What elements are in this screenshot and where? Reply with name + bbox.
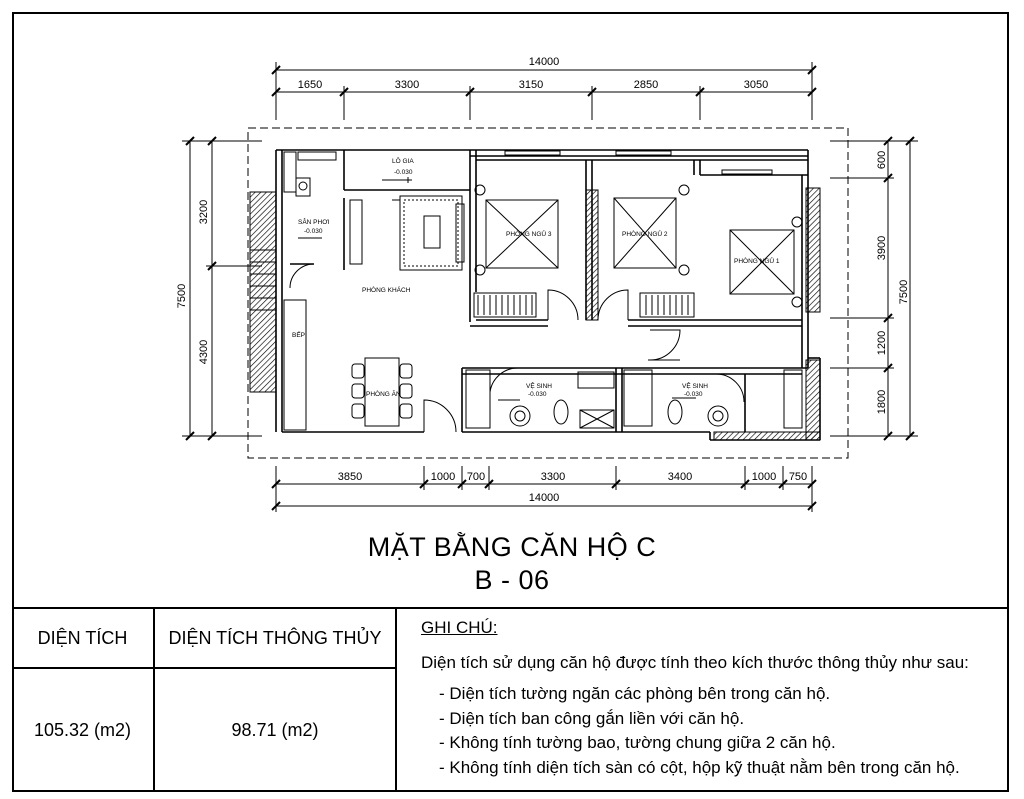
- area-table: [12, 607, 1009, 792]
- room-logia-level: -0.030: [394, 169, 413, 176]
- room-wc1-level: -0.030: [528, 391, 547, 398]
- living-furniture: [350, 196, 464, 270]
- notes-intro: Diện tích sử dụng căn hộ được tính theo kích thước thông thủy như sau:: [421, 653, 969, 672]
- dim-right-3: 1200: [876, 330, 888, 356]
- dim-right-2: 3900: [876, 235, 888, 261]
- dim-left-2: 4300: [198, 339, 210, 365]
- room-bed3-label: PHÒNG NGỦ 3: [506, 231, 552, 238]
- dim-left-1: 3200: [198, 199, 210, 225]
- windows: [298, 151, 772, 174]
- room-kitchen-label: BẾP: [292, 332, 306, 339]
- room-wc1-label: VỆ SINH: [526, 383, 553, 390]
- room-drying-level: -0.030: [304, 228, 323, 235]
- room-wc2-level: -0.030: [684, 391, 703, 398]
- note-item-2: - Diện tích ban công gắn liền với căn hộ.: [439, 709, 745, 728]
- note-item-4: - Không tính diện tích sàn có cột, hộp kỹ thuật nằm bên trong căn hộ.: [439, 758, 960, 777]
- dim-top-5: 3050: [743, 79, 769, 91]
- area-value: 105.32 (m2): [33, 720, 132, 740]
- dim-bottom-1: 3850: [337, 471, 363, 483]
- bed-2: [614, 185, 694, 317]
- note-item-3: - Không tính tường bao, tường chung giữa 2 căn hộ.: [439, 733, 836, 752]
- dim-bottom-4: 3300: [540, 471, 566, 483]
- dim-right-4: 1800: [876, 389, 888, 415]
- dim-right-1: 600: [876, 150, 888, 170]
- dim-top-3: 3150: [518, 79, 544, 91]
- dim-right-total: 7500: [898, 279, 910, 305]
- dim-bottom-7: 750: [788, 471, 808, 483]
- room-drying-label: SÂN PHƠI: [298, 219, 330, 226]
- drying-fixtures: [284, 152, 310, 196]
- net-area-header: DIỆN TÍCH THÔNG THỦY: [168, 627, 382, 648]
- table-divider-2: [395, 609, 397, 792]
- dim-top-total: 14000: [528, 56, 560, 68]
- note-item-1: - Diện tích tường ngăn các phòng bên trong căn hộ.: [439, 684, 831, 703]
- net-area-value: 98.71 (m2): [231, 720, 319, 740]
- dim-bottom-3: 700: [466, 471, 486, 483]
- dim-bottom-5: 3400: [667, 471, 693, 483]
- dim-top-4: 2850: [633, 79, 659, 91]
- kitchen-counter: [284, 300, 306, 430]
- drawing-code: B - 06: [474, 565, 550, 595]
- top-dimension-chain: [272, 62, 816, 120]
- area-header: DIỆN TÍCH: [37, 627, 128, 648]
- bed-3: [474, 185, 558, 317]
- dim-bottom-6: 1000: [751, 471, 777, 483]
- notes-section: [409, 609, 1007, 792]
- room-bed2-label: PHÒNG NGỦ 2: [622, 231, 668, 238]
- room-logia-label: LÔ GIA: [392, 158, 414, 165]
- drawing-title: MẶT BẰNG CĂN HỘ C: [367, 532, 657, 562]
- bathroom-fixtures: [466, 370, 802, 428]
- dim-top-1: 1650: [297, 79, 323, 91]
- dim-left-total: 7500: [176, 283, 188, 309]
- notes-heading: GHI CHÚ:: [421, 618, 498, 637]
- dim-bottom-2: 1000: [430, 471, 456, 483]
- room-dining-label: PHÒNG ĂN: [366, 391, 401, 398]
- hatched-walls: [250, 188, 820, 440]
- room-bed1-label: PHÒNG NGỦ 1: [734, 258, 780, 265]
- dim-top-2: 3300: [394, 79, 420, 91]
- dim-bottom-total: 14000: [528, 492, 560, 504]
- room-living-label: PHÒNG KHÁCH: [362, 287, 411, 294]
- room-wc2-label: VỆ SINH: [682, 383, 709, 390]
